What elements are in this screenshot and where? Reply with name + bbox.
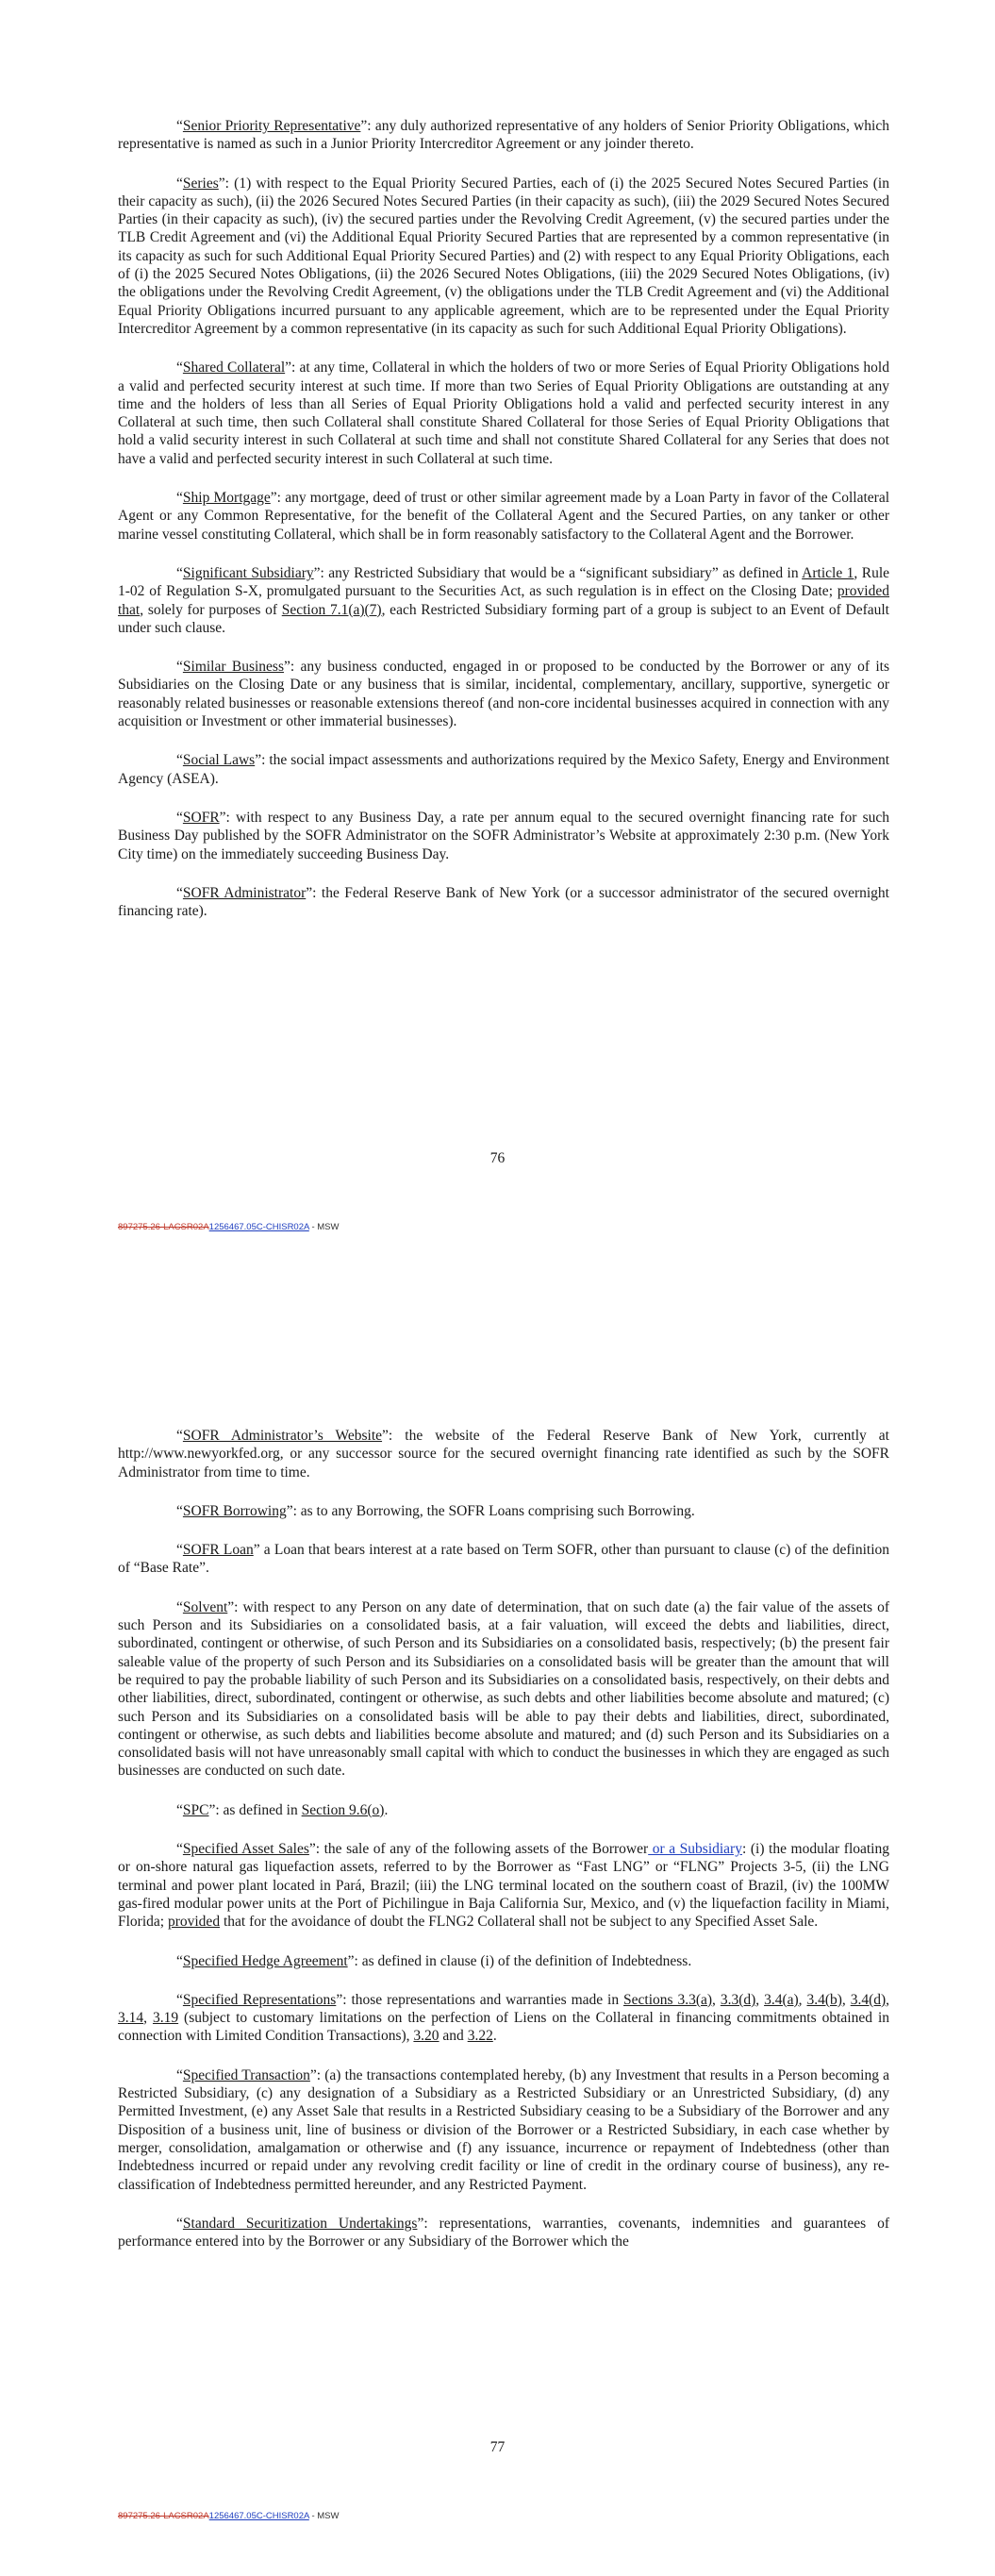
footer-suffix: - MSW [308, 1222, 340, 1232]
definition-text: ”: the website of the Federal Reserve Bank of New York, currently at http://www.newyorkfed.org, or any successor source for the secured overnight financing rate identified as such by the SOFR Administrator from time to time. [118, 1428, 889, 1480]
cross-reference: 3.4(a) [764, 1991, 799, 2008]
cross-reference: provided [837, 583, 889, 600]
definition-text: ”: at any time, Collateral in which the holders of two or more Series of Equal Priority Obligations hold a valid and perfected security interest at such time. If more than two Series of Equal Priority Obligations are outstanding at any time and the holders of less than all Series of Equal Priority Obligations hold a valid and perfected security interest in any Collateral at such time, then such Collateral shall constitute Shared Collateral for those Series of Equal Priority Obligations that hold a valid security interest in such Collateral at such time and shall not constitute Shared Collateral for any Series that does not have a valid and perfected security interest in such Collateral at such time. [118, 360, 889, 467]
definition-specified-asset-sales [118, 1840, 889, 1931]
definition-text: , solely for purposes of [140, 601, 282, 618]
defined-term: Specified Representations [182, 1991, 337, 2008]
cross-reference: provided [167, 1914, 221, 1931]
definition-text: “ [176, 659, 183, 676]
definition-text: “ [176, 490, 183, 507]
definition-text: “ [176, 1841, 183, 1858]
defined-term: SOFR Administrator’s Website [182, 1428, 383, 1444]
definition-text: ”: the Federal Reserve Bank of New York (or a successor administrator of the secured overnight financing rate). [118, 884, 889, 920]
definition-text: “ [176, 1991, 183, 2008]
document-footer [118, 1222, 339, 1232]
definition-text: “ [176, 360, 183, 376]
definition-text: and [439, 2028, 468, 2045]
definition-text: , [712, 1991, 721, 2008]
definition-significant-subsidiary [118, 564, 889, 637]
defined-term: Social Laws [182, 752, 256, 769]
definition-text: , each Restricted Subsidiary forming part of a group is subject to an Event of Default under such clause. [118, 601, 889, 636]
definition-solvent [118, 1598, 889, 1781]
definition-text: “ [176, 1598, 183, 1615]
definition-text: (subject to customary limitations on the perfection of Liens on the Collateral in financing commitments obtained in connection with Limited Condition Transactions), [118, 2010, 889, 2045]
definition-text: ”: the sale of any of the following assets of the Borrower [308, 1841, 649, 1858]
definition-text: , [841, 1991, 851, 2008]
definition-senior-priority-representative [118, 117, 889, 154]
definition-text: “ [176, 752, 183, 769]
defined-term: Significant Subsidiary [182, 564, 314, 581]
footer-deleted-id: 897275.26-LACSR02A [118, 1222, 209, 1232]
cross-reference: 3.14 [118, 2010, 144, 2027]
defined-term: Senior Priority Representative [182, 118, 361, 134]
definition-sofr-administrator [118, 884, 889, 921]
page-77 [0, 1288, 995, 2576]
definition-text: “ [176, 1502, 183, 1519]
inserted-text: or a Subsidiary [648, 1841, 742, 1858]
cross-reference: 3.4(d) [850, 1991, 887, 2008]
definition-sofr-borrowing [118, 1502, 889, 1520]
definition-text: , [886, 1991, 890, 2008]
definition-text: “ [176, 175, 183, 192]
footer-inserted-id: 1256467.05C-CHISR02A [208, 2511, 309, 2521]
defined-term: Series [182, 175, 219, 192]
footer-deleted-id: 897275.26-LACSR02A [118, 2511, 209, 2521]
defined-term: Specified Hedge Agreement [182, 1952, 348, 1969]
cross-reference: Sections 3.3(a) [623, 1991, 713, 2008]
definition-text: ”: any duly authorized representative of any holders of Senior Priority Obligations, which representative is named as such in a Junior Priority Intercreditor Agreement or any joinder thereto. [118, 118, 889, 153]
defined-term: SOFR Borrowing [182, 1502, 287, 1519]
footer-inserted-id: 1256467.05C-CHISR02A [208, 1222, 309, 1232]
definition-spc [118, 1801, 889, 1819]
definition-specified-transaction [118, 2066, 889, 2194]
page-body [118, 1427, 889, 2271]
cross-reference: 3.20 [413, 2028, 439, 2045]
definition-text: ”: with respect to any Person on any date of determination, that on such date (a) the fair value of the assets of such Person and its Subsidiaries on a consolidated basis, at a fair valuation, will exceed the debts and liabilities, direct, subordinated, contingent or otherwise, of such Person and its Subsidiaries on a consolidated basis, respectively; (b) the present fair saleable value of the property of such Person and its Subsidiaries on a consolidated basis will be greater than the amount that will be required to pay the probable liability of such Person and its Subsidiaries on a consolidated basis, respectively, on their debts and other liabilities, direct, subordinated, contingent or otherwise, as such debts and other liabilities become absolute and matured; (c) such Person and its Subsidiaries on a consolidated basis will be able to pay their debts and liabilities, direct, subordinated, contingent or otherwise, as such debts and liabilities become absolute and matured; and (d) such Person and its Subsidiaries on a consolidated basis will not have unreasonably small capital with which to conduct the businesses in which they are engaged as such businesses are conducted on such date. [118, 1598, 889, 1780]
footer-suffix: - MSW [308, 2511, 340, 2521]
definition-text: “ [176, 2215, 183, 2232]
definition-text: , [755, 1991, 765, 2008]
cross-reference: Section 7.1(a)(7) [281, 601, 382, 618]
definition-specified-hedge-agreement [118, 1952, 889, 1970]
definition-sofr-loan [118, 1541, 889, 1578]
definition-text: ” a Loan that bears interest at a rate based on Term SOFR, other than pursuant to clause (c) of the definition of “Base Rate”. [118, 1542, 890, 1577]
definition-text: “ [176, 118, 183, 134]
defined-term: SOFR [182, 809, 220, 826]
definition-text: “ [176, 2066, 183, 2083]
definition-text: : (i) the modular floating or on-shore natural gas liquefaction assets, referred to by the Borrower as “Fast LNG” or “FLNG” Projects 3-5, (ii) the LNG terminal and power plant located in Pará, Brazil; (iii) the LNG terminal located on the southern coast of Brazil, (iv) the 100MW gas-fired modular power units at the Port of Pichilingue in Baja California Sur, Mexico, and (v) the liquefaction facility in Miami, Florida; [118, 1841, 889, 1931]
definition-text: ”: as defined in clause (i) of the definition of Indebtedness. [347, 1952, 692, 1969]
defined-term: SOFR Administrator [182, 884, 307, 901]
defined-term: Shared Collateral [182, 360, 286, 376]
definition-text: . [492, 2028, 497, 2045]
definition-text: ”: representations, warranties, covenants, indemnities and guarantees of performance entered into by the Borrower or any Subsidiary of the Borrower which the [118, 2215, 890, 2250]
definition-text: ”: (a) the transactions contemplated hereby, (b) any Investment that results in a Person becoming a Restricted Subsidiary, (c) any designation of a Subsidiary as a Restricted Subsidiary or an Unrestricted Subsidiary, (d) any Permitted Investment, (e) any Asset Sale that results in a Restricted Subsidiary ceasing to be a Subsidiary of the Borrower and any Disposition of a business unit, line of business or division of the Borrower or a Restricted Subsidiary, in each case whether by merger, consolidation, amalgamation or otherwise and (f) any issuance, incurrence or repayment of Indebtedness (other than Indebtedness incurred or repaid under any revolving credit facility or line of credit in the ordinary course of business), any re-classification of Indebtedness permitted hereunder, and any Restricted Payment. [118, 2066, 890, 2193]
definition-text: “ [176, 1542, 183, 1559]
definition-series [118, 175, 889, 339]
defined-term: Similar Business [182, 659, 284, 676]
defined-term: Ship Mortgage [182, 490, 271, 507]
definition-text: “ [176, 1801, 183, 1818]
definition-sofr-administrator-s-website [118, 1427, 889, 1481]
definition-text: ”: the social impact assessments and authorizations required by the Mexico Safety, Energy and Environment Agency (ASEA). [118, 752, 889, 787]
cross-reference: that [118, 601, 141, 618]
defined-term: SOFR Loan [182, 1542, 254, 1559]
definition-text: ”: those representations and warranties made in [336, 1991, 624, 2008]
cross-reference: 3.19 [152, 2010, 179, 2027]
definition-specified-representations [118, 1991, 889, 2046]
page-number: 77 [489, 2439, 506, 2455]
definition-text: ”: as defined in [208, 1801, 302, 1818]
definition-text: , Rule 1-02 of Regulation S-X, promulgated pursuant to the Securities Act, as such regulation is in effect on the Closing Date; [118, 564, 889, 600]
page-body [118, 117, 889, 941]
definition-text: , [143, 2010, 153, 2027]
cross-reference: 3.4(b) [806, 1991, 842, 2008]
definition-text: “ [176, 564, 183, 581]
definition-text: ”: any business conducted, engaged in or proposed to be conducted by the Borrower or any of its Subsidiaries on the Closing Date or any business that is similar, incidental, complementary, ancillary, supportive, synergetic or reasonably related businesses or reasonable extensions thereof (and non-core incidental businesses acquired in connection with any acquisition or Investment or other immaterial businesses). [118, 659, 889, 730]
defined-term: Specified Asset Sales [182, 1841, 309, 1858]
cross-reference: 3.3(d) [720, 1991, 756, 2008]
defined-term: Solvent [182, 1598, 228, 1615]
definition-sofr [118, 809, 889, 863]
definition-text: “ [176, 1428, 183, 1444]
definition-text: ”: any Restricted Subsidiary that would be a “significant subsidiary” as defined in [313, 564, 803, 581]
definition-social-laws [118, 751, 889, 788]
definition-shared-collateral [118, 359, 889, 468]
definition-standard-securitization-undertakings [118, 2215, 889, 2251]
definition-ship-mortgage [118, 489, 889, 544]
cross-reference: Section 9.6(o) [301, 1801, 385, 1818]
definition-text: “ [176, 809, 183, 826]
definition-text: “ [176, 884, 183, 901]
definition-text: “ [176, 1952, 183, 1969]
defined-term: Standard Securitization Undertakings [182, 2215, 418, 2232]
definition-text: that for the avoidance of doubt the FLNG2 Collateral shall not be subject to any Specified Asset Sale. [220, 1914, 819, 1931]
cross-reference: 3.22 [467, 2028, 493, 2045]
defined-term: Specified Transaction [182, 2066, 310, 2083]
cross-reference: Article 1 [802, 564, 854, 581]
definition-text: ”: with respect to any Business Day, a rate per annum equal to the secured overnight financing rate for such Business Day published by the SOFR Administrator on the SOFR Administrator’s Website at approximately 2:30 p.m. (New York City time) on the immediately succeeding Business Day. [118, 809, 889, 862]
page-number: 76 [489, 1150, 506, 1166]
document-footer [118, 2511, 339, 2521]
definition-text: , [798, 1991, 807, 2008]
defined-term: SPC [182, 1801, 209, 1818]
definition-text: ”: any mortgage, deed of trust or other similar agreement made by a Loan Party in favor of the Collateral Agent or any Common Representative, for the benefit of the Collateral Agent and the Secured Parties, on any tanker or other marine vessel constituting Collateral, which shall be in form reasonably satisfactory to the Collateral Agent and the Borrower. [118, 490, 890, 543]
definition-text: ”: (1) with respect to the Equal Priority Secured Parties, each of (i) the 2025 Secured Notes Secured Parties (in their capacity as such), (ii) the 2026 Secured Notes Secured Parties (in their capacity as such), (iii) the 2029 Secured Notes Secured Parties (in their capacity as such), (iv) the secured parties under the Revolving Credit Agreement, (v) the secured parties under the TLB Credit Agreement and (vi) the Additional Equal Priority Secured Parties that are represented by a common representative (in its capacity as such for such Additional Equal Priority Secured Parties) and (2) with respect to any Equal Priority Obligations, each of (i) the 2025 Secured Notes Obligations, (ii) the 2026 Secured Notes Obligations, (iii) the 2029 Secured Notes Obligations, (iv) the obligations under the Revolving Credit Agreement, (v) the obligations under the TLB Credit Agreement and (vi) the Additional Equal Priority Obligations incurred pursuant to any applicable agreement, which are to be represented under the Equal Priority Intercreditor Agreement by a common representative (in its capacity as such for such Additional Equal Priority Obligations). [118, 175, 889, 337]
definition-text: ”: as to any Borrowing, the SOFR Loans comprising such Borrowing. [286, 1502, 695, 1519]
definition-text: . [384, 1801, 389, 1818]
definition-similar-business [118, 658, 889, 730]
